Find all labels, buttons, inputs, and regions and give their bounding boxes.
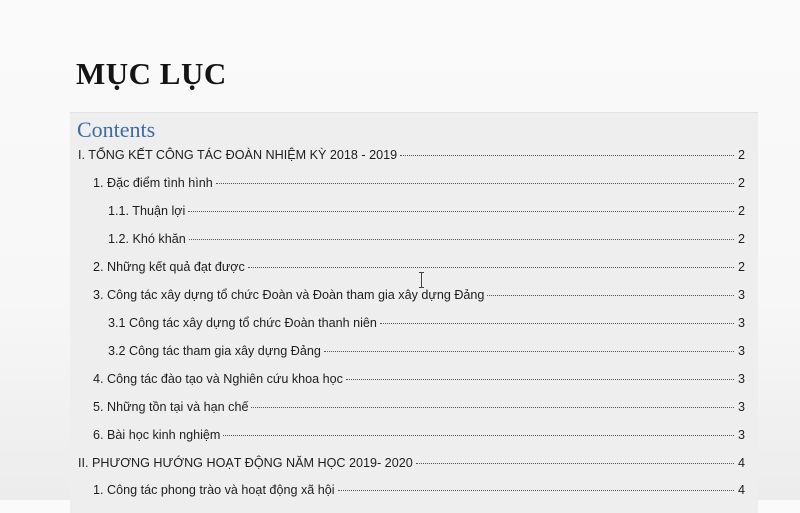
toc-entry-page: 2	[737, 232, 745, 246]
toc-entry-section-2[interactable]	[78, 456, 745, 470]
dot-leader	[324, 351, 734, 352]
toc-entry-label: 6. Bài học kinh nghiệm	[93, 428, 221, 442]
dot-leader	[251, 407, 734, 408]
toc-entry-1-1[interactable]	[108, 204, 745, 218]
dot-leader	[400, 155, 734, 156]
text-cursor-icon	[419, 272, 425, 288]
document-heading: MỤC LỤC	[76, 56, 227, 91]
toc-entry-page: 4	[737, 456, 745, 470]
dot-leader	[188, 211, 734, 212]
table-of-contents	[70, 112, 758, 513]
toc-entry-ii-1[interactable]	[93, 483, 745, 497]
toc-entry-label: 5. Những tồn tại và hạn chế	[93, 400, 249, 414]
toc-entry-label: 1. Đặc điểm tình hình	[93, 176, 213, 190]
toc-entry-label: 3. Công tác xây dựng tổ chức Đoàn và Đoàn tham gia xây dựng Đảng	[93, 288, 485, 302]
toc-entry-3[interactable]	[93, 288, 745, 302]
dot-leader	[189, 239, 734, 240]
toc-entry-1-2[interactable]	[108, 232, 745, 246]
dot-leader	[346, 379, 734, 380]
dot-leader	[338, 490, 734, 491]
toc-entry-label: 4. Công tác đào tạo và Nghiên cứu khoa học	[93, 372, 343, 386]
toc-entry-page: 2	[737, 176, 745, 190]
toc-entry-3-2[interactable]	[108, 344, 745, 358]
toc-entry-label: 1.2. Khó khăn	[108, 232, 186, 246]
toc-entry-page: 3	[737, 372, 745, 386]
toc-entry-section-1[interactable]	[78, 148, 745, 162]
toc-entry-page: 2	[737, 148, 745, 162]
toc-entry-page: 3	[737, 288, 745, 302]
toc-entry-page: 2	[737, 260, 745, 274]
toc-entry-1[interactable]	[93, 176, 745, 190]
toc-title: Contents	[77, 117, 156, 142]
toc-entry-label: II. PHƯƠNG HƯỚNG HOẠT ĐỘNG NĂM HỌC 2019- 2020	[78, 456, 413, 470]
dot-leader	[223, 435, 734, 436]
toc-entry-page: 2	[737, 204, 745, 218]
toc-entry-page: 3	[737, 344, 745, 358]
toc-entry-label: 3.2 Công tác tham gia xây dựng Đảng	[108, 344, 321, 358]
toc-entry-page: 3	[737, 400, 745, 414]
toc-entry-6[interactable]	[93, 428, 745, 442]
dot-leader	[216, 183, 734, 184]
toc-entry-5[interactable]	[93, 400, 745, 414]
toc-entry-label: 1.1. Thuận lợi	[108, 204, 186, 218]
dot-leader	[487, 295, 734, 296]
toc-entry-label: 2. Những kết quả đạt được	[93, 260, 245, 274]
toc-entry-3-1[interactable]	[108, 316, 745, 330]
toc-entry-label: 1. Công tác phong trào và hoạt động xã hội	[93, 483, 335, 497]
toc-entry-4[interactable]	[93, 372, 745, 386]
toc-entry-page: 3	[737, 316, 745, 330]
dot-leader	[248, 267, 734, 268]
dot-leader	[416, 463, 734, 464]
dot-leader	[380, 323, 734, 324]
toc-entry-page: 4	[737, 483, 745, 497]
toc-entry-page: 3	[737, 428, 745, 442]
toc-entry-label: 3.1 Công tác xây dựng tổ chức Đoàn thanh niên	[108, 316, 377, 330]
toc-entry-label: I. TỔNG KẾT CÔNG TÁC ĐOÀN NHIỆM KỲ 2018 - 2019	[78, 148, 398, 162]
